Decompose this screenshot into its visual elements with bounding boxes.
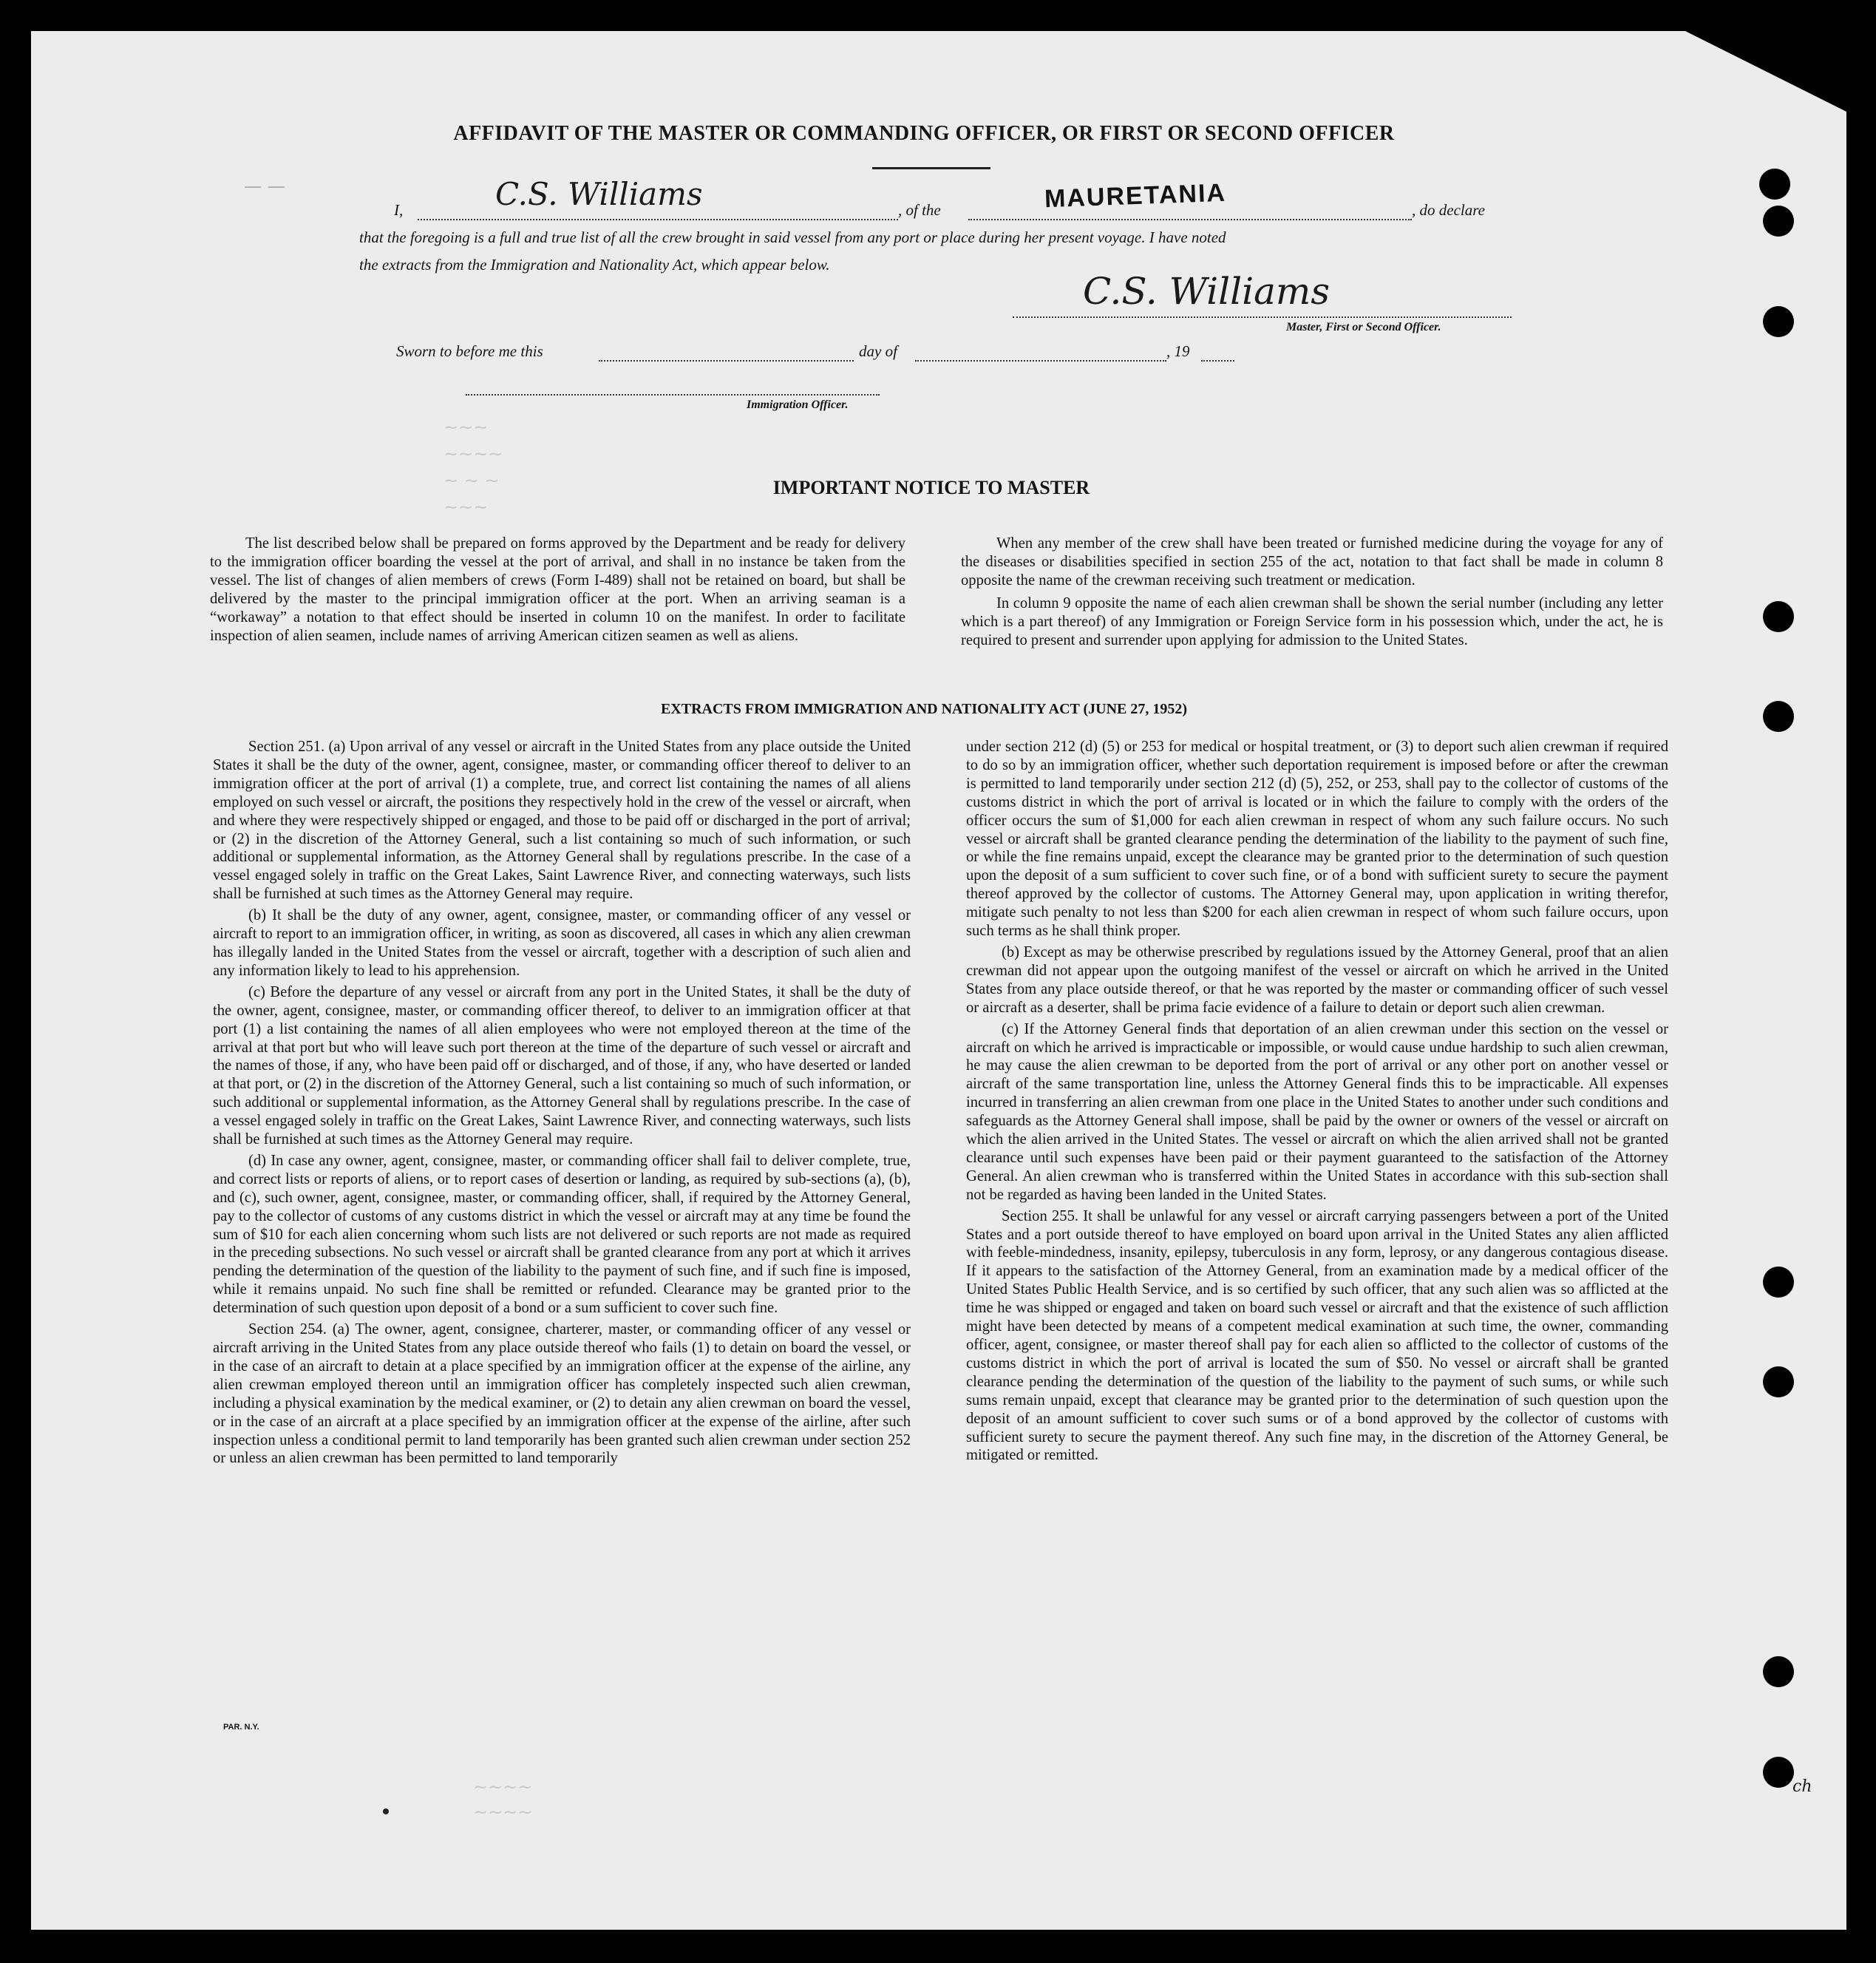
- margin-note: ch: [1792, 1777, 1812, 1796]
- sworn-day-dotted-line: [599, 360, 854, 362]
- extract-section-251d: (d) In case any owner, agent, consignee, master, or commanding officer shall fail to deliver complete, true, and correct lists or reports of aliens, or to report cases of desertion or landing, as required by sub-sections (a), (b), and (c), such owner, agent, consignee, master, or commanding officer, shall, if required by the Attorney General, pay to the collector of customs of any customs district in which the vessel or aircraft may at any time be found the sum of $10 for each alien concerning whom such lists are not delivered or such reports are not made as required in the preceding subsections. No such vessel or aircraft shall be granted clearance from any port at which it arrives pending the determination of the question of the liability to the payment of such fine, and if such fine is imposed, while it remains unpaid. No such fine shall be remitted or refunded. Clearance may be granted prior to the determination of such question upon deposit of a bond or a sum sufficient to cover such fine.: [213, 1152, 911, 1317]
- extract-section-251b: (b) It shall be the duty of any owner, agent, consignee, master, or commanding officer of any vessel or aircraft to report to an immigration officer, in writing, as soon as discovered, all cases in which any alien crewman has illegally landed in the United States from the vessel or aircraft, together with a description of such alien and any information likely to lead to his apprehension.: [213, 907, 911, 979]
- printer-code: PAR. N.Y.: [223, 1723, 259, 1732]
- officer-caption: Immigration Officer.: [747, 399, 849, 411]
- extract-section-255: Section 255. It shall be unlawful for any vessel or aircraft carrying passengers between a port of the United States and a port outside thereof to have employed on board upon arrival in the United States any alien afflicted with feeble-mindedness, insanity, epilepsy, tuberculosis in any form, leprosy, or any dangerous contagious disease. If it appears to the satisfaction of the Attorney General, from an examination made by a medical officer of the United States Public Health Service, and is so certified by such officer, that any such alien was so afflicted at the time he was shipped or engaged and taken on board such vessel or aircraft and that the existence of such affliction might have been detected by means of a competent medical examination at such time, the owner, commanding officer, agent, consignee, or master thereof shall pay for each alien so afflicted to the collector of customs of the customs district in which the port of arrival is located the sum of $50. No vessel or aircraft shall be granted clearance pending the determination of the question of the liability to the payment of such sums, or while such sums remain unpaid, except that clearance may be granted prior to the determination of such question upon the deposit of an amount sufficient to cover such sums or of a bond approved by the collector of customs with sufficient surety to secure the payment thereof. Any such fine may, in the discretion of the Attorney General, be mitigated or remitted.: [966, 1207, 1668, 1464]
- sworn-label: Sworn to before me this: [396, 342, 543, 360]
- handwritten-name: C.S. Williams: [495, 176, 703, 212]
- punch-hole: [1763, 1656, 1794, 1687]
- day-of-text: day of: [859, 342, 897, 360]
- extract-section-254c: (c) If the Attorney General finds that deportation of an alien crewman under this section on the vessel or aircraft on which he arrived is impracticable or impossible, or would cause undue hardship to such alien crewman, he may cause the alien crewman to be deported from the port of arrival or any other port on another vessel or aircraft of the same transportation line, unless the Attorney General finds this to be impracticable. All expenses incurred in transferring an alien crewman from one place in the United States to another under such conditions and safeguards as the Attorney General shall impose, shall be paid by the owner or owners of the vessel or aircraft on which the alien arrived in the United States. The vessel or aircraft on which the alien arrived shall not be granted clearance until such expenses have been paid or their payment guaranteed to the satisfaction of the Attorney General. An alien crewman who is transferred within the United States in accordance with this sub-section shall not be regarded as having been landed in the United States.: [966, 1020, 1668, 1203]
- extract-section-254a: Section 254. (a) The owner, agent, consignee, charterer, master, or commanding officer of any vessel or aircraft arriving in the United States from any place outside thereof who fails (1) to detain on board the vessel, or in the case of an aircraft to detain at a place specified by an immigration officer at the expense of the airline, any alien crewman employed thereon until an immigration officer has completely inspected such alien crewman, including a physical examination by the medical examiner, or (2) to detain any alien crewman on board the vessel, or in the case of an aircraft at a place specified by an immigration officer at the expense of the airline, after such inspection unless a conditional permit to land temporarily has been granted such alien crewman under section 252 or unless an alien crewman has been permitted to land temporarily: [213, 1321, 911, 1467]
- name-dotted-line: [418, 219, 898, 220]
- vessel-name-stamp: MAURETANIA: [1044, 178, 1227, 214]
- extracts-left-column: [213, 738, 911, 1471]
- punch-hole: [1763, 306, 1794, 337]
- signature-caption: Master, First or Second Officer.: [1286, 321, 1441, 333]
- declaration-prefix: I,: [394, 201, 404, 219]
- notice-right-column: [961, 535, 1663, 652]
- of-the-text: , of the: [898, 201, 941, 219]
- punch-hole: [1763, 1366, 1794, 1397]
- torn-corner: [1685, 31, 1876, 127]
- notice-left-column: [210, 535, 905, 648]
- month-dotted-line: [915, 360, 1166, 362]
- master-signature: C.S. Williams: [1083, 270, 1330, 313]
- extract-section-251a: Section 251. (a) Upon arrival of any vessel or aircraft in the United States from any place outside the United States it shall be the duty of the owner, agent, consignee, master, or commanding officer thereof to deliver to an immigration officer at the port of arrival (1) a complete, true, and correct list containing the names of all aliens employed on such vessel or aircraft, the positions they respectively hold in the crew of the vessel or aircraft, when and where they were respectively shipped or engaged, and those to be paid off or discharged in the port of arrival; or (2) in the discretion of the Attorney General, such a list containing so much of such information, or such additional or supplemental information, as the Attorney General shall by regulations prescribe. In the case of a vessel engaged solely in traffic on the Great Lakes, Saint Lawrence River, and connecting waterways, such lists shall be furnished at such times as the Attorney General may require.: [213, 739, 911, 903]
- punch-hole: [1763, 701, 1794, 732]
- extract-section-254b: (b) Except as may be otherwise prescribed by regulations issued by the Attorney General, proof that an alien crewman did not appear upon the outgoing manifest of the vessel or aircraft on which he arrived in the United States from any place outside thereof, or that he was reported by the master or commanding officer of such vessel or aircraft as a deserter, shall be prima facie evidence of a failure to detain or deport such alien crewman.: [966, 943, 1668, 1016]
- title-underline: [872, 167, 990, 169]
- declaration-body-line1: that the foregoing is a full and true list of all the crew brought in said vessel from any port or place during her present voyage. I have noted: [359, 228, 1226, 246]
- punch-hole: [1759, 169, 1790, 200]
- officer-dotted-line: [466, 394, 880, 396]
- punch-hole: [1763, 1757, 1794, 1788]
- faint-mark: — —: [244, 176, 285, 197]
- vessel-dotted-line: [968, 219, 1412, 220]
- punch-hole: [1763, 601, 1794, 632]
- faint-stamp: ~~~ ~~~~ ~ ~ ~ ~~~: [443, 417, 503, 518]
- ink-dot: [383, 1808, 389, 1814]
- form-title: AFFIDAVIT OF THE MASTER OR COMMANDING OFFICER, OR FIRST OR SECOND OFFICER: [453, 122, 1395, 145]
- declaration-body-line2: the extracts from the Immigration and Nationality Act, which appear below.: [359, 256, 830, 274]
- year-prefix: , 19: [1166, 342, 1190, 360]
- notice-right-paragraph: When any member of the crew shall have been treated or furnished medicine during the voyage for any of the diseases or disabilities specified in section 255 of the act, notation to that fact shall be made in column 8 opposite the name of the crewman receiving such treatment or medication.: [961, 535, 1663, 589]
- faint-stamp: ~~~~ ~~~~: [473, 1777, 533, 1823]
- year-dotted-line: [1201, 360, 1234, 362]
- extracts-heading: EXTRACTS FROM IMMIGRATION AND NATIONALITY ACT (JUNE 27, 1952): [660, 701, 1188, 717]
- punch-hole: [1763, 1267, 1794, 1298]
- punch-hole: [1763, 206, 1794, 237]
- extract-section-254a-continued: under section 212 (d) (5) or 253 for medical or hospital treatment, or (3) to deport such alien crewman if required to do so by an immigration officer, whether such deportation requirement is imposed before or after the crewman is permitted to land temporarily under section 212 (d) (5), 252, or 253, shall pay to the collector of customs of the customs district in which the port of arrival is located or in which the failure to comply with the orders of the officer occurs the sum of $1,000 for each alien crewman in respect of whom any such failure occurs. No such vessel or aircraft shall be granted clearance pending the determination of the liability to the payment of such fine, or while the fine remains unpaid, except the clearance may be granted prior to the determination of such question upon the deposit of a sum sufficient to cover such fine, or of a bond with sufficient surety to secure the payment thereof approved by the collector of customs. The Attorney General may, upon application in writing therefor, mitigate such penalty to not less than $200 for each alien crewman in respect of whom such failure occurs, upon such terms as he shall think proper.: [966, 739, 1668, 940]
- extract-section-251c: (c) Before the departure of any vessel or aircraft from any port in the United States, it shall be the duty of the owner, agent, consignee, master, or commanding officer thereof, to deliver to an immigration officer at that port (1) a list containing the names of all alien employees who were not employed thereon at the time of the arrival at that port but who will leave such port thereon at the time of the departure of such vessel or aircraft and the names of those, if any, who have been paid off or discharged, and of those, if any, who have deserted or landed at that port, or (2) in the discretion of the Attorney General, such a list containing so much of such information, or such additional or supplemental information, as the Attorney General shall by regulations prescribe. In the case of a vessel engaged solely in traffic on the Great Lakes, Saint Lawrence River, and connecting waterways, such lists shall be furnished at such times as the Attorney General may require.: [213, 983, 911, 1148]
- notice-right-paragraph: In column 9 opposite the name of each alien crewman shall be shown the serial number (including any letter which is a part thereof) of any Immigration or Foreign Service form in his possession which, under the act, he is required to present and surrender upon applying for admission to the United States.: [961, 594, 1663, 648]
- signature-dotted-line: [1013, 316, 1512, 318]
- extracts-right-column: [966, 738, 1668, 1468]
- notice-heading: IMPORTANT NOTICE TO MASTER: [772, 477, 1090, 498]
- notice-left-paragraph: The list described below shall be prepared on forms approved by the Department and be ready for delivery to the immigration officer boarding the vessel at the port of arrival, and shall in no instance be taken from the vessel. The list of changes of alien members of crews (Form I-489) shall not be retained on board, but shall be delivered by the master to the principal immigration officer at the port. When an arriving seaman is a “workaway” a notation to that effect should be inserted in column 10 on the manifest. In order to facilitate inspection of alien seamen, include names of arriving American citizen seamen as well as aliens.: [210, 535, 905, 644]
- do-declare-text: , do declare: [1412, 201, 1485, 219]
